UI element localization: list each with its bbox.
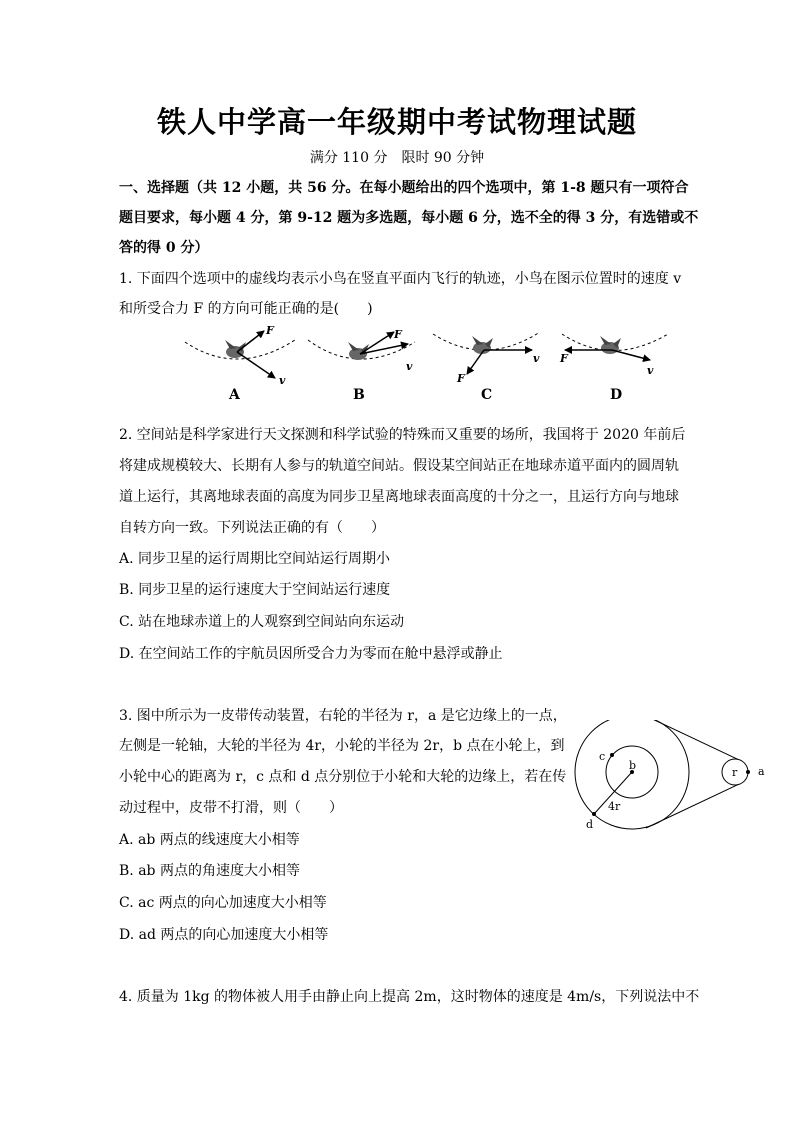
question-2-line-3: 道上运行，其离地球表面的高度为同步卫星离地球表面高度的十分之一，且运行方向与地球 xyxy=(119,489,679,505)
question-3-option-a: A. ab 两点的线速度大小相等 xyxy=(119,832,300,848)
question-3-line-3: 小轮中心的距离为 r，c 点和 d 点分别位于小轮和大轮的边缘上，若在传 xyxy=(119,769,567,785)
question-1-line-1: 1. 下面四个选项中的虚线均表示小鸟在竖直平面内飞行的轨迹，小鸟在图示位置时的速度 v xyxy=(119,271,682,287)
question-2-line-4: 自转方向一致。下列说法正确的有（ ） xyxy=(119,520,385,536)
exam-subtitle: 满分 110 分 限时 90 分钟 xyxy=(309,150,485,166)
question-2-line-1: 2. 空间站是科学家进行天文探测和科学试验的特殊而又重要的场所，我国将于 2020 年前后 xyxy=(119,427,686,443)
section-heading-line-1: 一、选择题（共 12 小题，共 56 分。在每小题给出的四个选项中，第 1-8 题只有一项符合 xyxy=(119,180,689,196)
force-label: F xyxy=(394,328,402,341)
force-label: F xyxy=(560,352,568,365)
question-3-option-d: D. ad 两点的向心加速度大小相等 xyxy=(119,927,329,943)
force-label: F xyxy=(457,372,465,385)
section-heading-line-2: 题目要求，每小题 4 分，第 9-12 题为多选题，每小题 6 分，选不全的得 3 分，有选错或不 xyxy=(119,210,699,226)
point-b-label: b xyxy=(629,759,637,772)
option-a-diagram xyxy=(185,324,295,403)
option-c-label: C xyxy=(481,387,493,403)
option-a-label: A xyxy=(229,387,240,403)
question-3-option-b: B. ab 两点的角速度大小相等 xyxy=(119,863,300,879)
question-3-line-4: 动过程中，皮带不打滑，则（ ） xyxy=(119,800,343,816)
section-heading-line-3: 答的得 0 分） xyxy=(119,240,209,256)
radius-r-label: r xyxy=(732,766,738,779)
question-2-option-d: D. 在空间站工作的宇航员因所受合力为零而在舱中悬浮或静止 xyxy=(119,646,503,662)
question-2-line-2: 将建成规模较大、长期有人参与的轨道空间站。假设某空间站正在地球赤道平面内的圆周轨 xyxy=(119,458,679,474)
velocity-label: v xyxy=(406,360,413,373)
option-c-diagram xyxy=(433,332,540,403)
point-c-label: c xyxy=(599,750,606,763)
question-3-line-1: 3. 图中所示为一皮带传动装置，右轮的半径为 r，a 是它边缘上的一点， xyxy=(119,708,567,724)
velocity-label: v xyxy=(279,374,286,387)
option-d-diagram xyxy=(559,334,668,403)
point-d-label: d xyxy=(586,818,594,831)
force-label: F xyxy=(266,324,274,337)
velocity-label: v xyxy=(647,364,654,377)
option-b-diagram xyxy=(308,328,415,403)
question-3-line-2: 左侧是一轮轴，大轮的半径为 4r，小轮的半径为 2r，b 点在小轮上，到 xyxy=(119,738,565,754)
belt-drive-figure xyxy=(560,720,790,840)
option-d-label: D xyxy=(610,387,623,403)
question-2-option-b: B. 同步卫星的运行速度大于空间站运行速度 xyxy=(119,582,391,598)
velocity-label: v xyxy=(533,352,540,365)
question-2-option-a: A. 同步卫星的运行周期比空间站运行周期小 xyxy=(119,551,391,567)
point-a-label: a xyxy=(758,765,765,778)
option-b-label: B xyxy=(353,387,365,403)
question-2-option-c: C. 站在地球赤道上的人观察到空间站向东运动 xyxy=(119,614,405,630)
question-1-line-2: 和所受合力 F 的方向可能正确的是( ) xyxy=(119,301,373,317)
exam-title: 铁人中学高一年级期中考试物理试题 xyxy=(156,105,637,139)
question-3-option-c: C. ac 两点的向心加速度大小相等 xyxy=(119,895,327,911)
bird-trajectory-figure xyxy=(180,322,680,404)
radius-4r-label: 4r xyxy=(608,800,621,813)
question-4-line-1: 4. 质量为 1kg 的物体被人用手由静止向上提高 2m，这时物体的速度是 4m/s，下列说法中不 xyxy=(119,989,700,1005)
